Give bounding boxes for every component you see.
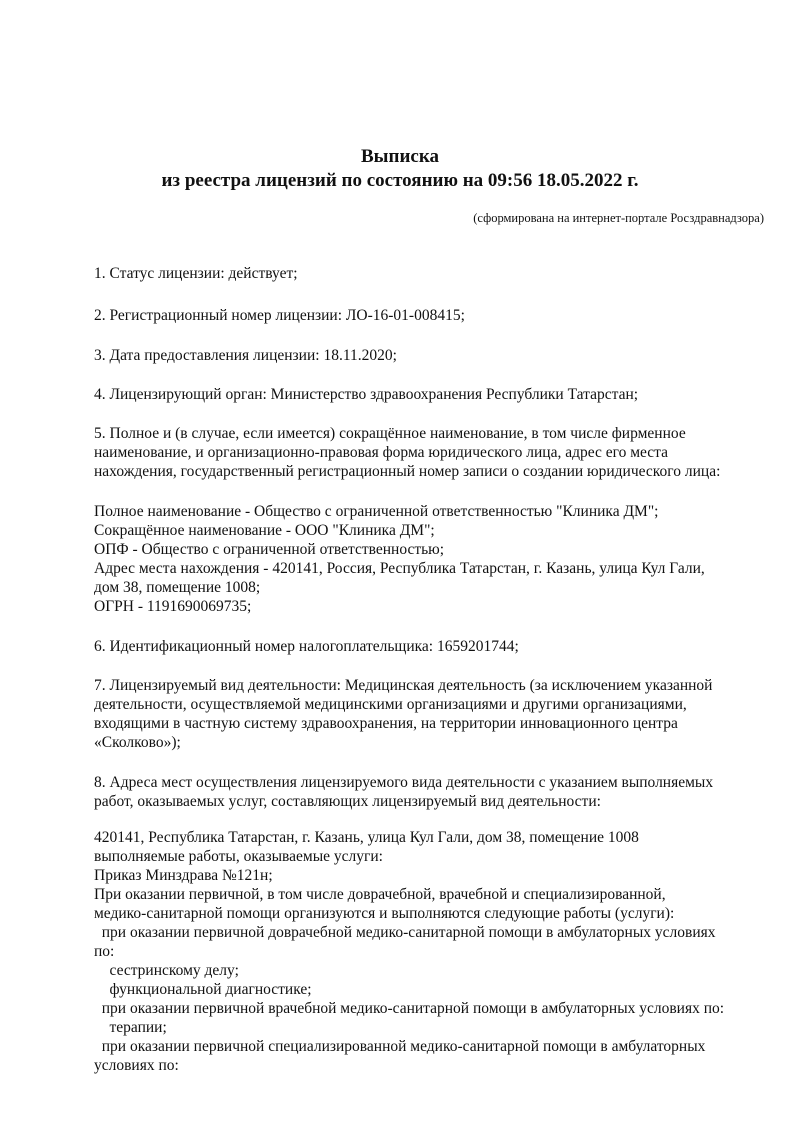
works-line: выполняемые работы, оказываемые услуги: <box>94 848 383 865</box>
org-line: ОГРН - 1191690069735; <box>94 598 252 615</box>
section-5-line: нахождения, государственный регистрационный номер записи о создании юридического лица: <box>94 463 721 480</box>
section-5-line: наименование, и организационно-правовая форма юридического лица, адрес его места <box>94 444 669 461</box>
section-8-line: работ, оказываемых услуг, составляющих лицензируемый вид деятельности: <box>94 793 601 810</box>
works-list <box>94 828 754 1075</box>
works-line: терапии; <box>94 1019 167 1036</box>
organization-details <box>94 502 754 616</box>
section-7-line: 7. Лицензируемый вид деятельности: Медицинская деятельность (за исключением указанной <box>94 677 713 694</box>
section-8 <box>94 773 754 811</box>
document-title: Выписка <box>361 146 439 167</box>
org-line: ОПФ - Общество с ограниченной ответственностью; <box>94 541 445 558</box>
works-line: при оказании первичной врачебной медико-санитарной помощи в амбулаторных условиях по: <box>94 1000 725 1017</box>
org-line: Адрес места нахождения - 420141, Россия, Республика Татарстан, г. Казань, улица Кул Гали, <box>94 560 705 577</box>
works-line: функциональной диагностике; <box>94 981 312 998</box>
section-7-line: «Сколково»); <box>94 734 181 751</box>
section-4: 4. Лицензирующий орган: Министерство здравоохранения Республики Татарстан; <box>94 386 639 403</box>
section-7 <box>94 676 754 752</box>
section-8-line: 8. Адреса мест осуществления лицензируемого вида деятельности с указанием выполняемых <box>94 774 714 791</box>
document-subtitle: из реестра лицензий по состоянию на 09:56 18.05.2022 г. <box>161 170 639 191</box>
section-5 <box>94 424 754 481</box>
title-block <box>0 146 800 192</box>
section-7-line: деятельности, осуществляемой медицинскими организациями и другими организациями, <box>94 696 687 713</box>
works-line: по: <box>94 943 115 960</box>
org-line: Полное наименование - Общество с ограниченной ответственностью "Клиника ДМ"; <box>94 503 659 520</box>
works-line: При оказании первичной, в том числе доврачебной, врачебной и специализированной, <box>94 886 666 903</box>
source-note: (сформирована на интернет-портале Росздравнадзора) <box>473 211 764 225</box>
section-5-line: 5. Полное и (в случае, если имеется) сокращённое наименование, в том числе фирменное <box>94 425 686 442</box>
org-line: Сокращённое наименование - ООО "Клиника ДМ"; <box>94 522 435 539</box>
works-line: при оказании первичной специализированной медико-санитарной помощи в амбулаторных <box>94 1038 706 1055</box>
works-line: Приказ Минздрава №121н; <box>94 867 273 884</box>
org-line: дом 38, помещение 1008; <box>94 579 261 596</box>
works-line: при оказании первичной доврачебной медико-санитарной помощи в амбулаторных условиях <box>94 924 716 941</box>
section-6: 6. Идентификационный номер налогоплательщика: 1659201744; <box>94 638 519 655</box>
section-7-line: входящими в частную систему здравоохранения, на территории инновационного центра <box>94 715 678 732</box>
works-line: условиях по: <box>94 1057 179 1074</box>
section-1: 1. Статус лицензии: действует; <box>94 265 298 282</box>
works-line: 420141, Республика Татарстан, г. Казань, улица Кул Гали, дом 38, помещение 1008 <box>94 829 639 846</box>
section-2: 2. Регистрационный номер лицензии: ЛО-16-01-008415; <box>94 307 465 324</box>
works-line: сестринскому делу; <box>94 962 239 979</box>
section-3: 3. Дата предоставления лицензии: 18.11.2020; <box>94 347 397 364</box>
works-line: медико-санитарной помощи организуются и выполняются следующие работы (услуги): <box>94 905 675 922</box>
